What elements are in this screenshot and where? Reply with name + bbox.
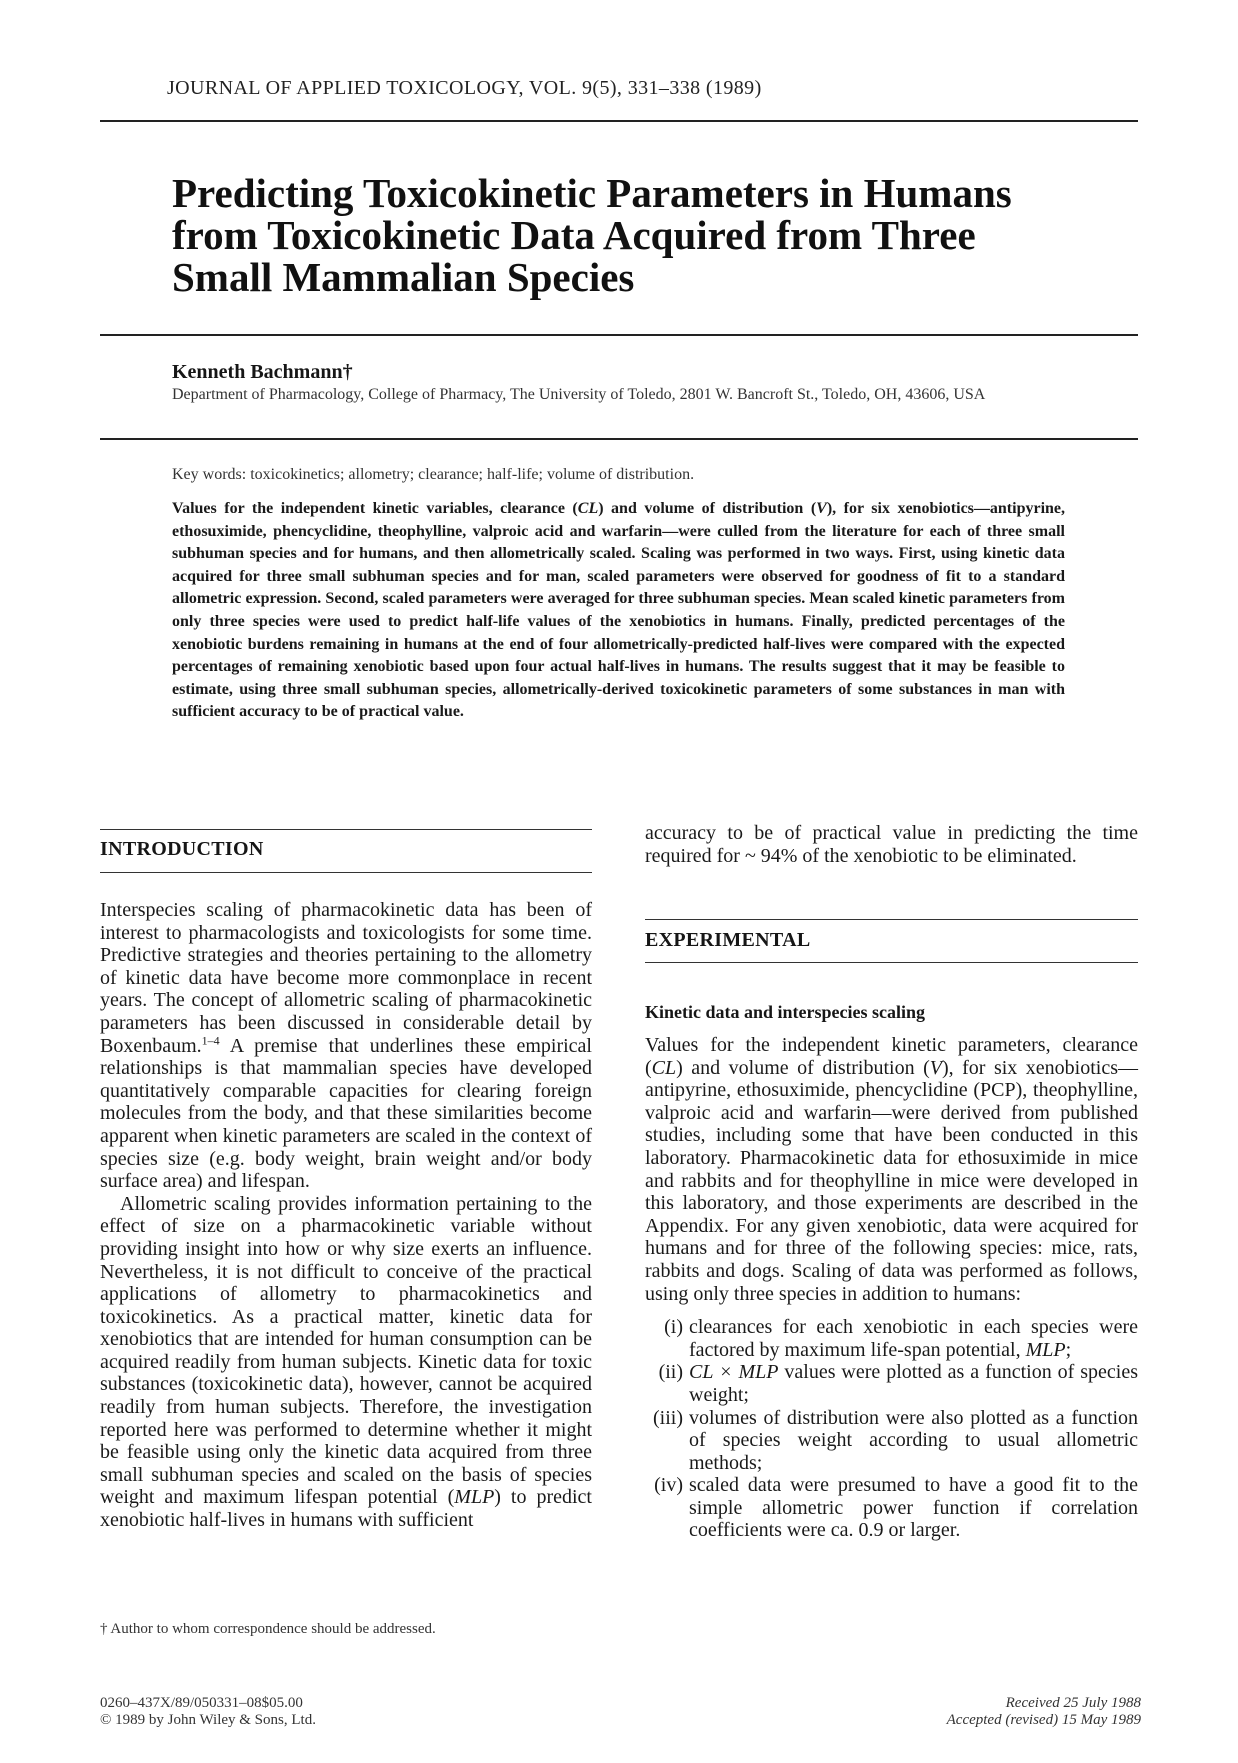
experimental-heading: EXPERIMENTAL [645,929,811,951]
intro-ref: 1–4 [201,1032,220,1047]
abstract: Values for the independent kinetic variables, clearance (CL) and volume of distribution (V), for six xenobiotics—antipyrine, ethosuximide, phencyclidine, theophylline, valproic acid and warfarin—were culled from the literature for each of three small subhuman species and for humans, and then allometrically scaled. Scaling was performed in two ways. First, using kinetic data acquired for three small subhuman species and for man, scaled parameters were observed for goodness of fit to a standard allometric expression. Second, scaled parameters were averaged for three subhuman species. Mean scaled kinetic parameters from only three species were used to predict half-life values of the xenobiotics in humans. Finally, predicted percentages of the xenobiotic burdens remaining in humans at the end of four allometrically-predicted half-lives were compared with the expected percentages of remaining xenobiotic based upon four actual half-lives in humans. The results suggest that it may be feasible to estimate, using three small subhuman species, allometrically-derived toxicokinetic parameters of some substances in man with sufficient accuracy to be of practical value. [172,500,1066,721]
author-rule [100,438,1138,440]
intro-rule-bottom [100,872,592,873]
title-line-1: Predicting Toxicokinetic Parameters in Humans [172,170,1012,216]
author-footnote: † Author to whom correspondence should be addressed. [100,1621,436,1637]
experimental-subheading: Kinetic data and interspecies scaling [645,1002,925,1022]
intro-continuation: accuracy to be of practical value in predicting the time required for ~ 94% of the xenobiotic to be eliminated. [645,822,1138,867]
list-item: (i) clearances for each xenobiotic in each species were factored by maximum life-span potential, MLP; [664,1316,1138,1361]
list-item: (iv) scaled data were presumed to have a good fit to the simple allometric power function if correlation coefficients were ca. 0.9 or larger. [654,1474,1138,1542]
title-rule [100,334,1138,336]
author-affiliation: Department of Pharmacology, College of Pharmacy, The University of Toledo, 2801 W. Bancroft St., Toledo, OH, 43606, USA [172,386,986,403]
abstract-v: V [816,500,827,517]
journal-header: JOURNAL OF APPLIED TOXICOLOGY, VOL. 9(5), 331–338 (1989) [167,77,762,99]
issn-code: 0260–437X/89/050331–08$05.00 [100,1695,303,1711]
experimental-body [645,1034,1138,1542]
intro-paragraph-1: Interspecies scaling of pharmacokinetic data has been of interest to pharmacologists and toxicologists for some time. Predictive strategies and theories pertaining to the allometry of kinetic data have become more commonplace in recent years. The concept of allometric scaling of pharmacokinetic parameters has been discussed in considerable detail by Boxenbaum.$^{1-4}$ A premise that underlines these empirical relationships is that mammalian species have developed quantitatively comparable capacities for clearing foreign molecules from the body, and that these similarities become apparent when kinetic parameters are scaled in the context of species size (e.g. body weight, brain weight and/or body surface area) and lifespan. [100,899,592,1193]
footer-left [100,1695,316,1729]
author-name: Kenneth Bachmann† [172,361,353,383]
list-item: (ii) CL × MLP values were plotted as a function of species weight; [658,1361,1138,1406]
abstract-cl: CL [577,500,599,517]
intro-rule-top [100,829,592,830]
introduction-heading: INTRODUCTION [100,838,264,860]
intro-paragraph-2: Allometric scaling provides information pertaining to the effect of size on a pharmacokinetic variable without providing insight into how or why size exerts an influence. Nevertheless, it is not difficult to conceive of the practical applications of allometry to pharmacokinetics and toxicokinetics. As a practical matter, kinetic data for xenobiotics that are intended for human consumption can be acquired readily from human subjects. Kinetic data for toxic substances (toxicokinetic data), however, cannot be acquired readily from human subjects. Therefore, the investigation reported here was performed to determine whether it might be feasible using only the kinetic data acquired from three small subhuman species and scaled on the basis of species weight and maximum lifespan potential (MLP) to predict xenobiotic half-lives in humans with sufficient [100,1192,592,1532]
experimental-paragraph-1: Values for the independent kinetic parameters, clearance (CL) and volume of distribution (V), for six xenobiotics—antipyrine, ethosuximide, phencyclidine (PCP), theophylline, valproic acid and warfarin—were derived from published studies, including some that have been conducted in this laboratory. Pharmacokinetic data for ethosuximide in mice and rabbits and for theophylline in mice were developed in this laboratory, and those experiments are described in the Appendix. For any given xenobiotic, data were acquired for humans and for three of the following species: mice, rats, rabbits and dogs. Scaling of data was performed as follows, using only three species in addition to humans: [645,1034,1138,1305]
keywords: Key words: toxicokinetics; allometry; clearance; half-life; volume of distribution. [172,466,695,483]
experimental-rule-bottom [645,962,1138,963]
header-rule [100,120,1138,122]
footer-right [947,1695,1141,1729]
list-item: (iii) volumes of distribution were also plotted as a function of species weight according to usual allometric methods; [653,1406,1138,1474]
title-line-2: from Toxicokinetic Data Acquired from Three [172,212,976,258]
received-date: Received 25 July 1988 [1005,1695,1141,1711]
introduction-body [100,899,592,1532]
accepted-date: Accepted (revised) 15 May 1989 [946,1712,1141,1728]
paper-title [172,172,1132,298]
title-line-3: Small Mammalian Species [172,254,635,300]
copyright-line: © 1989 by John Wiley & Sons, Ltd. [100,1712,316,1728]
scaling-steps-list [645,1316,1138,1542]
experimental-rule-top [645,919,1138,920]
